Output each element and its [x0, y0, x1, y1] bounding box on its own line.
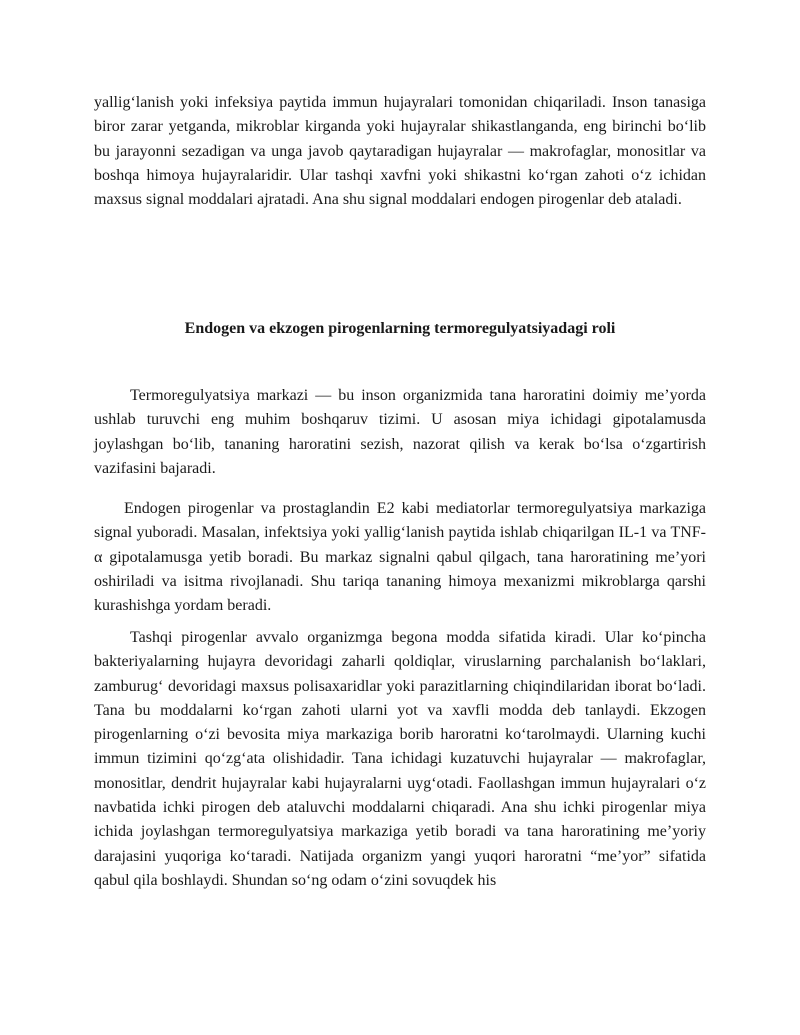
paragraph-thermoregulation-center: Termoregulyatsiya markazi — bu inson organizmida tana haroratini doimiy me’yorda ushlab turuvchi eng muhim boshqaruv tizimi. U asosan miya ichidagi gipotalamusda joylashgan bo‘lib, tananing haroratini sezish, nazorat qilish va kerak bo‘lsa o‘zgartirish vazifasini bajaradi. — [94, 387, 706, 477]
paragraph-endogenous-pyrogens: Endogen pirogenlar va prostaglandin E2 kabi mediatorlar termoregulyatsiya markaziga signal yuboradi. Masalan, infektsiya yoki yallig‘lanish paytida ishlab chiqarilgan IL-1 va TNF-α gipotalamusga yetib boradi. Bu markaz signalni qabul qilgach, tana haroratining me’yori oshiriladi va isitma rivojlanadi. Shu tariqa tananing himoya mexanizmi mikroblarga qarshi kurashishga yordam beradi. — [94, 500, 706, 615]
intro-paragraph: yallig‘lanish yoki infeksiya paytida immun hujayralari tomonidan chiqariladi. Inson tanasiga biror zarar yetganda, mikroblar kirganda yoki hujayralar shikastlanganda, eng birinchi bo‘lib bu jarayonni sezadigan va unga javob qaytaradigan hujayralar — makrofaglar, monositlar va boshqa himoya hujayralaridir. Ular tashqi xavfni yoki shikastni ko‘rgan zahoti o‘z ichidan maxsus signal moddalari ajratadi. Ana shu signal moddalari endogen pirogenlar deb ataladi. — [94, 94, 706, 209]
paragraph-exogenous-pyrogens: Tashqi pirogenlar avvalo organizmga begona modda sifatida kiradi. Ular ko‘pincha bakteriyalarning hujayra devoridagi zaharli qoldiqlar, viruslarning parchalanish bo‘laklari, zamburug‘ devoridagi maxsus polisaxaridlar yoki parazitlarning chiqindilaridan iborat bo‘ladi. Tana bu moddalarni ko‘rgan zahoti ularni yot va xavfli modda deb tanlaydi. Ekzogen pirogenlarning o‘zi bevosita miya markaziga borib haroratni ko‘tarolmaydi. Ularning kuchi immun tizimini qo‘zg‘ata olishidadir. Tana ichidagi kuzatuvchi hujayralar — makrofaglar, monositlar, dendrit hujayralar kabi hujayralarni uyg‘otadi. Faollashgan immun hujayralari o‘z navbatida ichki pirogen deb ataluvchi moddalarni chiqaradi. Ana shu ichki pirogenlar miya ichida joylashgan termoregulyatsiya markaziga yetib boradi va tana haroratining me’yoriy darajasini yuqoriga ko‘taradi. Natijada organizm yangi yuqori haroratni “me’yor” sifatida qabul qila boshlaydi. Shundan so‘ng odam o‘zini sovuqdek his — [94, 629, 706, 889]
section-heading: Endogen va ekzogen pirogenlarning termoregulyatsiyadagi roli — [184, 320, 616, 337]
